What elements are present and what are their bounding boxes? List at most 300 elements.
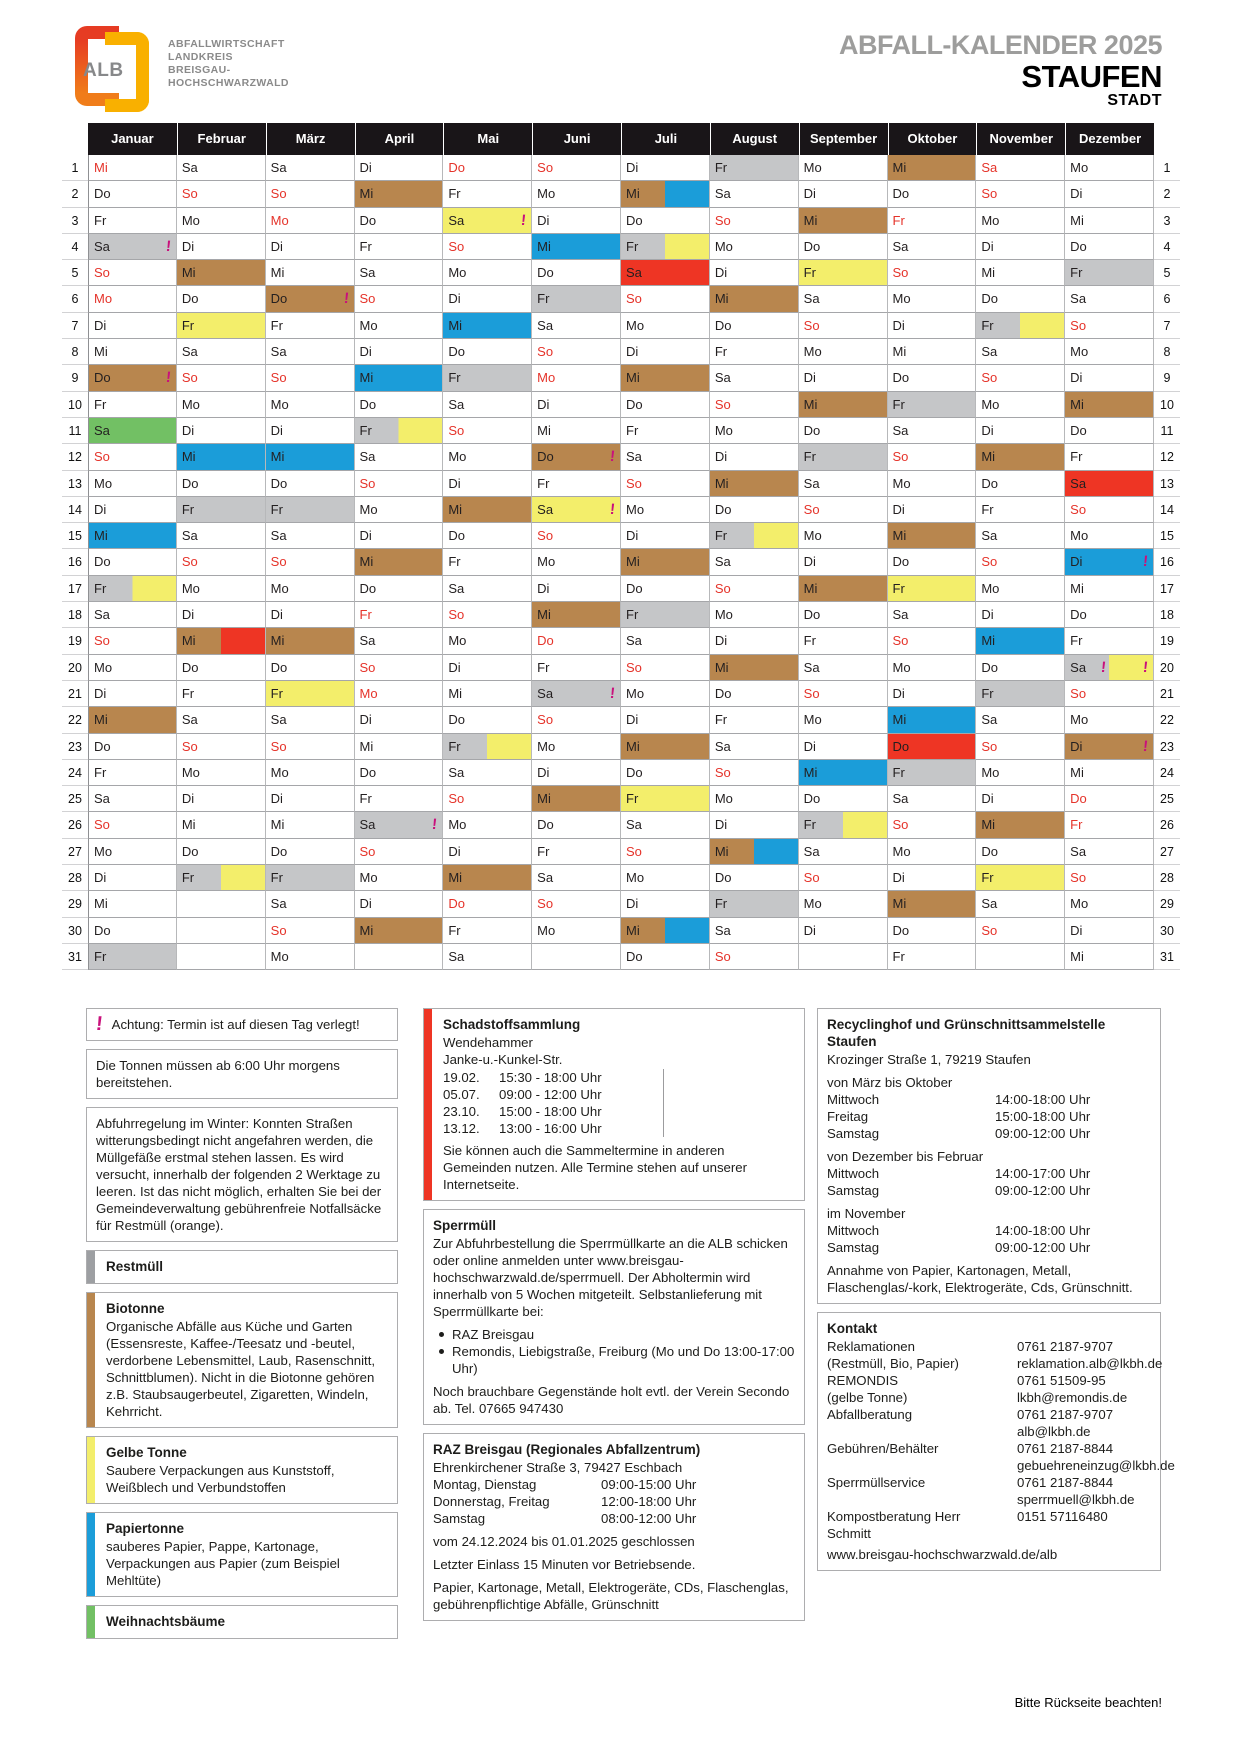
calendar-cell	[799, 918, 888, 944]
calendar-cell	[710, 365, 799, 391]
day-abbrev: Fr	[448, 922, 461, 938]
row-number-left: 24	[62, 760, 88, 786]
day-abbrev: Di	[359, 528, 372, 544]
calendar-cell	[888, 655, 977, 681]
day-abbrev: Mi	[359, 370, 374, 386]
calendar-cell	[976, 392, 1065, 418]
calendar-cell	[443, 286, 532, 312]
day-abbrev: Mo	[359, 870, 378, 886]
calendar-cell	[888, 523, 977, 549]
day-abbrev: Sa	[626, 449, 642, 465]
calendar-cell	[1065, 339, 1154, 365]
calendar-cell	[532, 549, 621, 575]
day-abbrev: Fr	[181, 685, 195, 701]
calendar-cell	[88, 155, 177, 181]
day-abbrev: Mi	[181, 265, 196, 281]
day-abbrev: Di	[981, 422, 994, 438]
day-abbrev: Mi	[270, 633, 285, 649]
calendar-cell	[177, 392, 266, 418]
legend-section-title: Restmüll	[106, 1259, 164, 1274]
calendar-cell	[888, 208, 977, 234]
day-abbrev: Fr	[803, 633, 816, 649]
day-abbrev: So	[181, 554, 198, 570]
day-abbrev: Do	[981, 475, 998, 491]
day-abbrev: So	[537, 344, 554, 360]
day-abbrev: Sa	[981, 528, 998, 544]
calendar-cell	[799, 286, 888, 312]
day-abbrev: Mo	[94, 659, 113, 675]
calendar-cell	[355, 523, 444, 549]
calendar-cell	[710, 734, 799, 760]
day-abbrev: Mo	[981, 396, 1000, 412]
calendar-cell	[443, 628, 532, 654]
day-abbrev: So	[448, 238, 465, 254]
day-abbrev: Sa	[94, 607, 110, 623]
day-abbrev: Sa	[981, 160, 998, 175]
day-abbrev: So	[94, 449, 110, 465]
day-abbrev: Do	[448, 528, 465, 544]
calendar-cell	[710, 471, 799, 497]
calendar-cell	[266, 812, 355, 838]
calendar-cell	[888, 918, 977, 944]
day-abbrev: Do	[448, 896, 465, 912]
day-abbrev: Di	[181, 791, 195, 807]
day-abbrev: Mo	[714, 238, 733, 254]
day-abbrev: Fr	[1070, 265, 1083, 281]
org-name-line: BREISGAU-	[168, 64, 231, 76]
row-number-left: 18	[62, 602, 88, 628]
calendar-cell	[266, 602, 355, 628]
legend-section-weihnachtsbume	[86, 1605, 398, 1639]
day-abbrev: Di	[626, 344, 639, 360]
calendar-cell	[888, 576, 977, 602]
row-number-right: 29	[1154, 891, 1180, 917]
row-number-right: 13	[1154, 471, 1180, 497]
day-abbrev: Di	[803, 370, 816, 386]
row-number-right: 10	[1154, 392, 1180, 418]
day-abbrev: Di	[537, 212, 550, 228]
day-abbrev: Sa	[892, 238, 909, 254]
bullet-icon	[439, 1349, 444, 1354]
day-abbrev: Fr	[714, 712, 728, 728]
title-block	[839, 30, 1162, 109]
legend-section-title: Papiertonne	[106, 1521, 185, 1536]
calendar-cell	[355, 365, 444, 391]
calendar-cell	[1065, 260, 1154, 286]
calendar-cell	[266, 918, 355, 944]
calendar-cell	[621, 655, 710, 681]
day-abbrev: So	[359, 291, 376, 307]
calendar-cell	[1065, 734, 1154, 760]
calendar-cell	[976, 786, 1065, 812]
day-abbrev: Fr	[94, 948, 107, 964]
kontakt-row: gebuehreneinzug@lkbh.de	[1017, 1458, 1175, 1473]
day-abbrev: Mo	[181, 580, 200, 596]
day-abbrev: Do	[981, 291, 998, 307]
day-abbrev: Do	[803, 607, 821, 623]
kontakt-row: sperrmuell@lkbh.de	[1017, 1492, 1135, 1507]
row-number-right: 30	[1154, 918, 1180, 944]
day-abbrev: Di	[270, 607, 283, 623]
calendar-cell	[532, 707, 621, 733]
day-abbrev: Fr	[981, 685, 994, 701]
day-abbrev: Mi	[270, 449, 285, 465]
calendar-cell	[355, 234, 444, 260]
row-number-left: 7	[62, 313, 88, 339]
day-abbrev: Fr	[94, 396, 107, 412]
day-abbrev: Mi	[448, 317, 463, 333]
day-abbrev: Do	[94, 554, 111, 570]
calendar-cell	[355, 628, 444, 654]
calendar-cell	[355, 155, 444, 181]
calendar-cell	[177, 234, 266, 260]
calendar-cell	[710, 497, 799, 523]
day-abbrev: Di	[892, 501, 905, 517]
day-abbrev: Mo	[1070, 896, 1089, 912]
calendar-cell	[621, 418, 710, 444]
day-abbrev: Do	[803, 422, 821, 438]
day-abbrev: Sa	[448, 948, 465, 964]
row-number-right: 22	[1154, 707, 1180, 733]
website-link[interactable]: www.breisgau-hochschwarzwald.de/alb	[827, 1547, 1058, 1562]
calendar-cell	[177, 918, 266, 944]
day-abbrev: Mo	[270, 212, 289, 228]
legend-color-bar	[87, 1513, 95, 1596]
verlegt-icon: !	[1142, 553, 1149, 571]
alb-logo	[75, 26, 170, 110]
day-abbrev: Sa	[448, 212, 465, 228]
raz-note: Letzter Einlass 15 Minuten vor Betriebsende.	[433, 1557, 696, 1572]
day-abbrev: Mi	[359, 186, 374, 202]
day-abbrev: Fr	[359, 607, 372, 623]
day-abbrev: Fr	[892, 948, 905, 964]
calendar-cell	[532, 181, 621, 207]
day-abbrev: Mi	[537, 791, 551, 807]
calendar-cell	[888, 339, 977, 365]
day-abbrev: Do	[270, 659, 288, 675]
legend-section-gelbetonne	[86, 1436, 398, 1504]
day-abbrev: Do	[537, 633, 554, 649]
day-abbrev: Sa	[270, 528, 287, 544]
day-abbrev: Do	[714, 501, 732, 517]
calendar-cell	[532, 286, 621, 312]
day-abbrev: Do	[448, 344, 465, 360]
row-number-left: 28	[62, 865, 88, 891]
kontakt-row: (Restmüll, Bio, Papier) reklamation.alb@lkbh.de	[827, 1356, 1163, 1371]
legend-section-biotonne	[86, 1292, 398, 1428]
day-abbrev: Do	[714, 317, 732, 333]
row-number-right: 11	[1154, 418, 1180, 444]
calendar-cell	[443, 155, 532, 181]
calendar-cell	[799, 865, 888, 891]
calendar-cell	[443, 392, 532, 418]
calendar-cell	[266, 760, 355, 786]
calendar-cell	[710, 602, 799, 628]
calendar-cell	[976, 891, 1065, 917]
day-abbrev: Fr	[359, 422, 372, 438]
day-abbrev: So	[892, 449, 909, 465]
day-abbrev: Mi	[181, 449, 196, 465]
calendar-cell	[888, 418, 977, 444]
day-abbrev: Fr	[892, 764, 905, 780]
day-abbrev: Mo	[94, 843, 113, 859]
month-header-Januar: Januar	[88, 123, 177, 155]
calendar-cell	[621, 786, 710, 812]
day-abbrev: Do	[537, 449, 554, 465]
calendar-cell	[888, 234, 977, 260]
calendar-cell	[88, 418, 177, 444]
sperrmuell-text1: Zur Abfuhrbestellung die Sperrmüllkarte an die ALB schicken oder online anmelden unter www.breisgau-hochschwarzwald.de/sperrmuell. Der Abholtermin wird innerhalb von 5 Wochen mitgeteilt. Selbstanlieferung mit Sperrmüllkarte bei:	[433, 1236, 788, 1319]
day-abbrev: Mo	[359, 317, 378, 333]
verlegt-icon: !	[609, 500, 616, 518]
day-abbrev: So	[803, 685, 820, 701]
calendar-cell	[976, 760, 1065, 786]
calendar-cell	[621, 392, 710, 418]
info-column-right	[817, 1008, 1175, 1579]
day-abbrev: Sa	[981, 896, 998, 912]
calendar-cell	[443, 365, 532, 391]
calendar-cell	[976, 313, 1065, 339]
calendar-cell	[888, 944, 977, 970]
row-number-right: 18	[1154, 602, 1180, 628]
raz-address: Ehrenkirchener Straße 3, 79427 Eschbach	[433, 1460, 683, 1475]
calendar-cell	[177, 944, 266, 970]
day-abbrev: Di	[448, 659, 461, 675]
sperrmuell-bullet: RAZ Breisgau	[433, 1326, 795, 1343]
calendar-cell	[88, 260, 177, 286]
calendar-cell	[177, 891, 266, 917]
day-abbrev: So	[270, 370, 287, 386]
day-abbrev: Mo	[626, 685, 645, 701]
day-abbrev: Do	[892, 370, 910, 386]
calendar-cell	[177, 471, 266, 497]
day-abbrev: Sa	[981, 344, 998, 360]
day-abbrev: Fr	[626, 422, 639, 438]
row-number-right: 23	[1154, 734, 1180, 760]
day-abbrev: Do	[892, 554, 910, 570]
calendar-cell	[888, 891, 977, 917]
day-abbrev: Fr	[94, 580, 107, 596]
calendar-cell	[976, 523, 1065, 549]
schadstoff-note: Sie können auch die Sammeltermine in anderen Gemeinden nutzen. Alle Termine stehen auf unserer Internetseite.	[443, 1143, 747, 1192]
day-abbrev: Mo	[537, 370, 556, 386]
day-abbrev: Sa	[892, 791, 909, 807]
day-abbrev: Sa	[537, 317, 554, 333]
day-abbrev: Fr	[270, 317, 283, 333]
row-number-right: 16	[1154, 549, 1180, 575]
verlegt-icon: !	[431, 816, 439, 834]
day-abbrev: Fr	[892, 212, 905, 228]
day-abbrev: Fr	[803, 449, 816, 465]
calendar-cell	[88, 812, 177, 838]
calendar-cell	[88, 734, 177, 760]
calendar-cell	[266, 786, 355, 812]
winter-note: Abfuhrregelung im Winter: Konnten Straßen witterungsbedingt nicht angefahren werden, die Müllgefäße erstmal stehen lassen. Es wird versucht, innerhalb der folgenden 2 Werktage zu leeren. Ist das nicht möglich, erhalten Sie bei der Gemeindeverwaltung gebührenfreie Notfallsäcke für Restmüll (orange).	[86, 1107, 398, 1242]
calendar-cell	[532, 628, 621, 654]
row-number-right: 17	[1154, 576, 1180, 602]
calendar-cell	[621, 497, 710, 523]
day-abbrev: Di	[448, 475, 461, 491]
recyclinghof-box	[817, 1008, 1161, 1304]
day-abbrev: Di	[981, 238, 994, 254]
day-abbrev: Mi	[1070, 396, 1084, 412]
calendar-cell	[888, 602, 977, 628]
day-abbrev: So	[1070, 501, 1087, 517]
legend-section-text: Saubere Verpackungen aus Kunststoff, Weißblech und Verbundstoffen	[106, 1463, 335, 1495]
day-abbrev: Fr	[181, 870, 195, 886]
day-abbrev: Mi	[181, 633, 196, 649]
row-number-right: 26	[1154, 812, 1180, 838]
day-abbrev: Di	[537, 396, 550, 412]
recyclinghof-address: Krozinger Straße 1, 79219 Staufen	[827, 1052, 1031, 1067]
calendar-cell	[976, 812, 1065, 838]
calendar-cell	[177, 523, 266, 549]
calendar-cell	[266, 181, 355, 207]
calendar-cell	[976, 681, 1065, 707]
day-abbrev: Sa	[448, 764, 465, 780]
calendar-cell	[621, 155, 710, 181]
calendar-cell	[177, 865, 266, 891]
day-abbrev: Mo	[448, 633, 467, 649]
day-abbrev: Di	[537, 764, 550, 780]
kontakt-row: Schmitt	[827, 1526, 871, 1541]
row-number-left: 26	[62, 812, 88, 838]
schadstoff-date-row: 19.02. 15:30 - 18:00 Uhr	[443, 1070, 602, 1085]
calendar-cell	[976, 734, 1065, 760]
day-abbrev: Di	[1070, 554, 1083, 570]
calendar-cell	[888, 444, 977, 470]
kontakt-row: Abfallberatung 0761 2187-9707	[827, 1407, 1114, 1422]
calendar-cell	[976, 155, 1065, 181]
calendar-cell	[355, 681, 444, 707]
calendar-cell	[710, 549, 799, 575]
calendar-cell	[1065, 471, 1154, 497]
row-number-left: 6	[62, 286, 88, 312]
day-abbrev: Fr	[892, 396, 905, 412]
calendar-cell	[443, 497, 532, 523]
row-number-right: 14	[1154, 497, 1180, 523]
day-abbrev: Fr	[981, 317, 994, 333]
day-abbrev: Mo	[626, 870, 645, 886]
day-abbrev: Mi	[892, 896, 907, 912]
calendar-cell	[799, 681, 888, 707]
recyclinghof-hours-row: Mittwoch 14:00-18:00 Uhr	[827, 1092, 1091, 1107]
calendar-cell	[799, 760, 888, 786]
day-abbrev: Do	[981, 659, 998, 675]
day-abbrev: Mi	[1070, 948, 1084, 964]
day-abbrev: Mo	[714, 422, 733, 438]
sperrmuell-box	[423, 1209, 805, 1425]
row-number-left: 2	[62, 181, 88, 207]
month-header-Mai: Mai	[443, 123, 532, 155]
calendar-cell	[799, 497, 888, 523]
day-abbrev: Sa	[448, 580, 465, 596]
day-abbrev: Di	[803, 186, 816, 202]
calendar-cell	[177, 760, 266, 786]
page-title: ABFALL-KALENDER 2025	[838, 30, 1162, 60]
day-abbrev: So	[1070, 870, 1087, 886]
calendar-cell	[443, 944, 532, 970]
calendar-cell	[177, 260, 266, 286]
day-abbrev: Sa	[94, 791, 110, 807]
day-abbrev: So	[714, 580, 731, 596]
calendar-cell	[799, 786, 888, 812]
day-abbrev: Di	[626, 160, 639, 175]
calendar-cell	[177, 681, 266, 707]
calendar-cell	[355, 760, 444, 786]
verlegt-icon: !	[342, 290, 350, 308]
calendar-cell	[177, 549, 266, 575]
day-abbrev: Mo	[803, 896, 822, 912]
calendar-cell	[177, 839, 266, 865]
calendar-cell	[88, 786, 177, 812]
kontakt-row: Kompostberatung Herr 0151 57116480	[827, 1509, 1108, 1524]
calendar-cell	[443, 523, 532, 549]
day-abbrev: Do	[94, 186, 111, 202]
calendar-cell	[888, 628, 977, 654]
calendar-cell	[799, 839, 888, 865]
day-abbrev: Sa	[714, 738, 731, 754]
calendar-cell	[976, 497, 1065, 523]
calendar-cell	[88, 497, 177, 523]
month-header-April: April	[355, 123, 444, 155]
calendar-cell	[88, 286, 177, 312]
day-abbrev: So	[803, 501, 820, 517]
row-number-left: 9	[62, 365, 88, 391]
day-abbrev: Di	[448, 291, 461, 307]
legend-section-text: Organische Abfälle aus Küche und Garten (Essensreste, Kaffee-/Teesatz und -beutel, verdorbene Lebensmittel, Laub, Rasenschnitt, Schnittblumen). Nicht in die Biotonne gehören z.B. Staubsaugerbeutel, Zigaretten, Windeln, Kehrricht.	[106, 1319, 376, 1419]
calendar-cell	[710, 286, 799, 312]
day-abbrev: Do	[537, 265, 554, 281]
day-abbrev: Di	[1070, 370, 1083, 386]
month-header-November: November	[976, 123, 1065, 155]
verlegt-icon: !	[609, 684, 616, 702]
day-abbrev: Mi	[714, 291, 729, 307]
calendar-cell	[710, 392, 799, 418]
day-abbrev: So	[981, 554, 998, 570]
calendar-cell	[355, 944, 444, 970]
calendar-cell	[976, 944, 1065, 970]
row-number-left: 13	[62, 471, 88, 497]
calendar-cell	[443, 734, 532, 760]
day-abbrev: So	[270, 554, 287, 570]
day-abbrev: Sa	[626, 265, 642, 281]
calendar-cell	[799, 181, 888, 207]
month-header-März: März	[266, 123, 355, 155]
day-abbrev: Di	[892, 317, 905, 333]
calendar-cell	[710, 313, 799, 339]
info-column-middle	[423, 1008, 805, 1629]
calendar-cell	[799, 260, 888, 286]
calendar-cell	[355, 655, 444, 681]
calendar-cell	[710, 234, 799, 260]
day-abbrev: Mo	[1070, 160, 1089, 175]
calendar-cell	[976, 181, 1065, 207]
calendar-cell	[1065, 208, 1154, 234]
calendar-cell	[621, 444, 710, 470]
day-abbrev: Sa	[359, 633, 376, 649]
calendar-cell	[976, 339, 1065, 365]
day-abbrev: Fr	[94, 212, 107, 228]
day-abbrev: Mo	[1070, 528, 1089, 544]
calendar-cell	[355, 181, 444, 207]
calendar-cell	[266, 707, 355, 733]
day-abbrev: Mi	[714, 659, 729, 675]
calendar-cell	[621, 549, 710, 575]
day-abbrev: Sa	[803, 291, 820, 307]
row-number-left: 29	[62, 891, 88, 917]
day-abbrev: So	[981, 738, 998, 754]
